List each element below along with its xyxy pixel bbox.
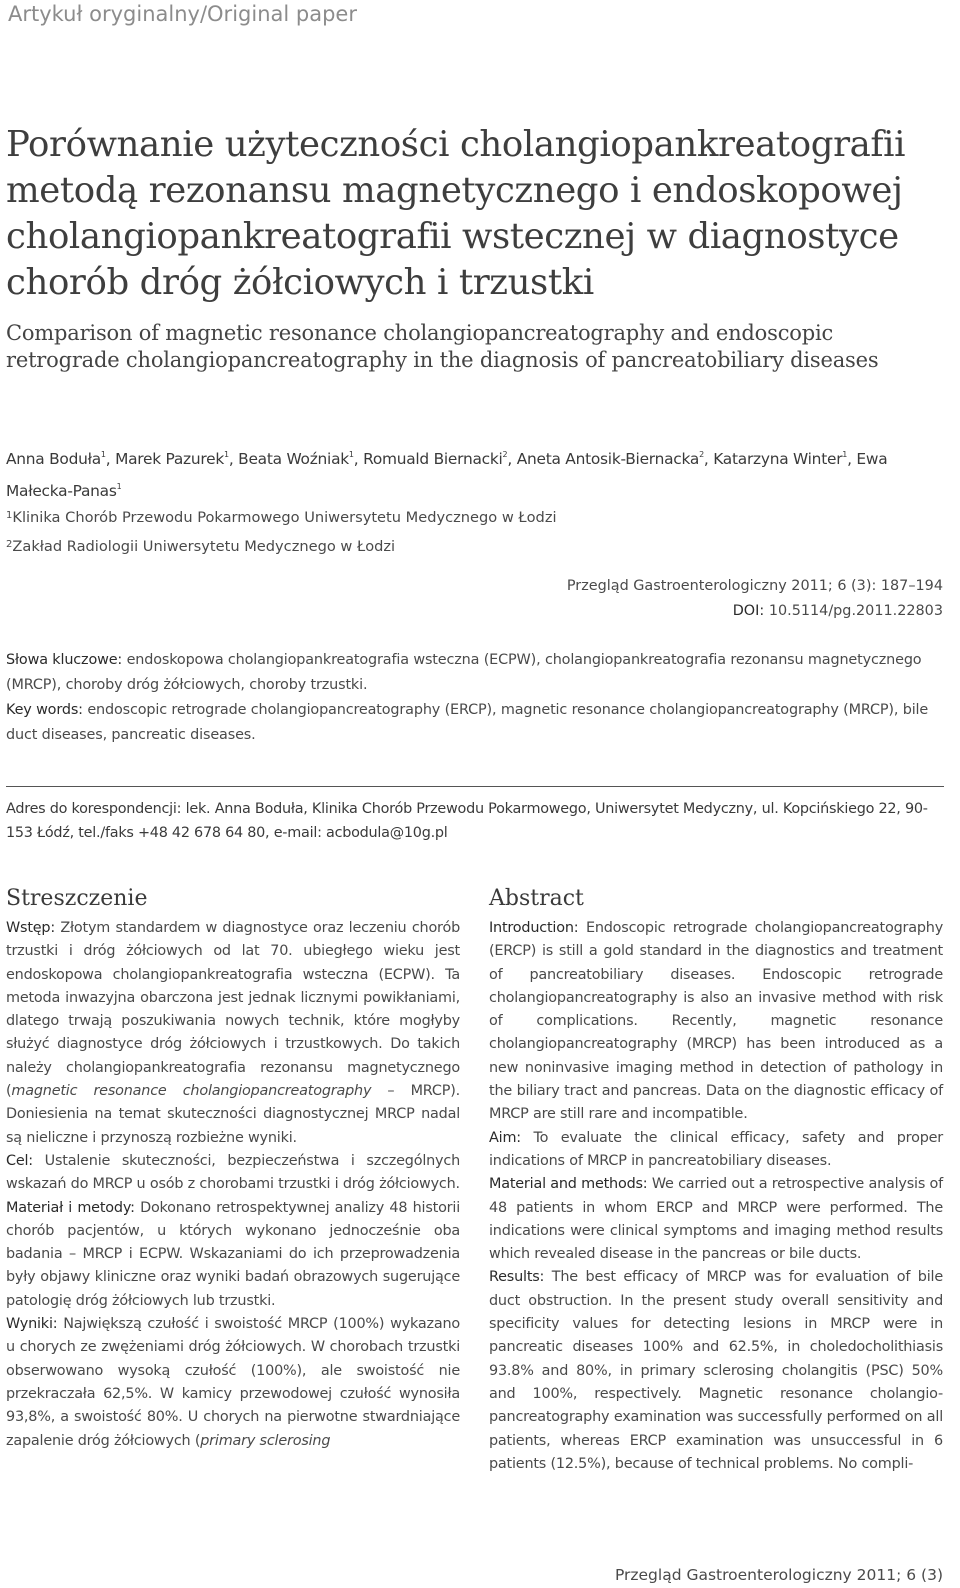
author-affiliation-mark: 1 — [116, 482, 122, 491]
author-affiliation-mark: 1 — [842, 450, 848, 459]
article-title-english: Comparison of magnetic resonance cholangiopancreatography and endoscopic retrograde cholangiopancreatography in the diagnosis of pancreatobiliary diseases — [6, 321, 879, 372]
section-label-text: Materiał i metody: — [6, 1199, 135, 1216]
author-name: Marek Pazurek — [115, 450, 225, 468]
abstract-heading: Abstract — [489, 886, 584, 911]
section-text: Złotym standardem w diagnostyce oraz leczeniu chorób trzustki i dróg żółciowych od lat 70. ubiegłego wieku jest endoskopowa cholangiopankreatografia wsteczna (ECPW). Ta metoda inwazyjna obarczona jest jednak licznymi powikłaniami, dlatego trwają poszukiwania nowych technik, które mogłyby służyć diagnostyce dróg żółciowych i trzustkowych. Do takich należy cholangiopankreatografia rezonansu magnetycznego ( — [6, 920, 461, 1100]
affiliation-item — [6, 503, 906, 532]
section-text: We carried out a retrospective analysis of 48 patients in whom ERCP and MRCP were performed. The indications were clinical symptoms and imaging method results which revealed disease in the pancreas or bile ducts. — [489, 1176, 944, 1263]
doi-label: DOI: — [732, 603, 765, 619]
author-name: Aneta Antosik-Biernacka — [516, 450, 700, 468]
section-label-text: Aim: — [489, 1129, 521, 1146]
doi-line — [567, 599, 943, 624]
section-text: Endoscopic retrograde cholangiopancreatography (ERCP) is still a gold standard in the diagnostics and treatment of pancreatobiliary diseases. Endoscopic retrograde cholangiopancreatography is also an invasive method with risk of complications. Recently, magnetic resonance cholangiopancreatography (MRCP) has been introduced as a new noninvasive imaging method in detection of pathology in the biliary tract and pancreas. Data on the diagnostic efficacy of MRCP are still rare and incompatible. — [489, 920, 944, 1123]
streszczenie-column — [6, 917, 460, 1453]
keywords-polish — [6, 648, 946, 698]
citation-block — [567, 574, 943, 624]
affiliation-text: Zakład Radiologii Uniwersytetu Medycznego w Łodzi — [12, 537, 396, 555]
correspondence — [6, 797, 946, 845]
abstract-section — [489, 1173, 943, 1266]
section-text: – MRCP). Doniesienia na temat skuteczności diagnostycznej MRCP nadal są nieliczne i przynoszą rozbieżne wyniki. — [6, 1083, 460, 1146]
correspondence-text: lek. Anna Boduła, Klinika Chorób Przewodu Pokarmowego, Uniwersytet Medyczny, ul. Kopcińskiego 22, 90-153 Łódź, tel./faks +48 42 678 64 80, e-mail: acbodula@10g.pl — [6, 801, 928, 841]
keywords-pl-text: endoskopowa cholangiopankreatografia wsteczna (ECPW), cholangiopankreatografia rezonansu magnetycznego (MRCP), choroby dróg żółciowych, choroby trzustki. — [6, 652, 922, 693]
abstract-section — [6, 1197, 460, 1313]
abstract-section — [489, 917, 943, 1127]
author-affiliation-mark: 2 — [699, 450, 704, 459]
section-text: magnetic resonance cholangiopancreatography — [11, 1083, 372, 1100]
affiliation-number: 1 — [6, 510, 13, 521]
section-label-text: Introduction: — [489, 920, 579, 936]
keywords-en-label: Key words: — [6, 702, 83, 718]
section-label-text: Wyniki: — [6, 1316, 58, 1333]
section-text: Największą czułość i swoistość MRCP (100%) wykazano u chorych ze zwężeniami dróg żółciowych. W chorobach trzustki obserwowano wysoką czułość (100%), ale swoistość nie przekraczała 62,5%. W kamicy przewodowej czułość wynosiła 93,8%, a swoistość 80%. U chorych na pierwotne stwardniające zapalenie dróg żółciowych ( — [6, 1316, 461, 1449]
section-text: primary sclerosing — [200, 1432, 331, 1449]
author-name: Beata Woźniak — [238, 450, 349, 468]
affiliation-item — [6, 532, 906, 561]
author-affiliation-mark: 1 — [348, 450, 354, 459]
keywords-pl-label: Słowa kluczowe: — [6, 652, 123, 668]
abstract-section — [6, 1150, 460, 1197]
section-label: Artykuł oryginalny/Original paper — [8, 2, 357, 26]
affiliation-number: 2 — [6, 538, 13, 550]
keywords-english — [6, 698, 946, 748]
doi-link[interactable]: 10.5114/pg.2011.22803 — [768, 603, 943, 619]
section-text: Dokonano retrospektywnej analizy 48 historii chorób pacjentów, u których wykonano jednocześnie oba badania – MRCP i ECPW. Wskazaniami do ich przeprowadzenia były objawy kliniczne oraz wyniki badań obrazowych sugerujące patologię dróg żółciowych lub trzustki. — [6, 1199, 460, 1309]
section-label-text: Results: — [489, 1269, 545, 1286]
section-text: Ustalenie skuteczności, bezpieczeństwa i szczególnych wskazań do MRCP u osób z chorobami trzustki i dróg żółciowych. — [6, 1152, 460, 1193]
section-label-text: Material and methods: — [489, 1176, 648, 1193]
section-text: To evaluate the clinical efficacy, safety and proper indications of MRCP in pancreatobiliary diseases. — [489, 1129, 943, 1169]
journal-citation: Przegląd Gastroenterologiczny 2011; 6 (3): 187–194 — [566, 578, 943, 594]
page-footer: Przegląd Gastroenterologiczny 2011; 6 (3) — [614, 1566, 943, 1584]
abstract-section — [6, 917, 460, 1150]
abstract-section — [489, 1127, 943, 1174]
author-name: Ewa Małecka-Panas — [6, 450, 888, 500]
section-label-text: Cel: — [6, 1152, 33, 1169]
affiliations — [6, 503, 906, 560]
author-name: Katarzyna Winter — [713, 450, 843, 468]
author-affiliation-mark: 2 — [502, 450, 508, 459]
correspondence-label: Adres do korespondencji: — [6, 801, 182, 817]
abstract-section — [6, 1313, 460, 1453]
keywords-block — [6, 648, 946, 748]
keywords-en-text: endoscopic retrograde cholangiopancreatography (ERCP), magnetic resonance cholangiopancreatography (MRCP), bile duct diseases, pancreatic diseases. — [6, 702, 929, 743]
author-name: Romuald Biernacki — [363, 450, 503, 468]
divider — [6, 786, 944, 787]
affiliation-text: Klinika Chorób Przewodu Pokarmowego Uniwersytetu Medycznego w Łodzi — [12, 509, 557, 526]
streszczenie-heading: Streszczenie — [6, 886, 148, 911]
abstract-section — [489, 1266, 943, 1476]
author-affiliation-mark: 1 — [224, 450, 229, 459]
abstract-column — [489, 917, 943, 1476]
author-list: Anna Boduła$^1$, Marek Pazurek$^1$, Beata Woźniak$^1$, Romuald Biernacki$^2$, Aneta Antosik-Biernacka$^2$, Katarzyna Winter$^1$, Ewa Małecka-Panas$^1$ — [6, 450, 888, 500]
author-affiliation-mark: 1 — [100, 450, 106, 459]
section-text: The best efficacy of MRCP was for evaluation of bile duct obstruction. In the present study overall sensitivity and specificity values for detecting lesions in MRCP were in pancreatic diseases 100% and 62.5%, in choledocholithiasis 93.8% and 80%, in primary sclerosing cholangitis (PSC) 50% and 100%, respectively. Magnetic resonance cholangio-pancreatography examination was successfully performed on all patients, whereas ERCP examination was unsuccessful in 6 patients (12.5%), because of technical problems. No compli- — [489, 1269, 943, 1472]
article-title-polish: Porównanie użyteczności cholangiopankreatografii metodą rezonansu magnetycznego i endoskopowej cholangiopankreatografii wstecznej w diagnostyce chorób dróg żółciowych i trzustki — [6, 124, 906, 303]
section-label-text: Wstęp: — [6, 920, 56, 936]
author-name: Anna Boduła — [6, 450, 101, 468]
